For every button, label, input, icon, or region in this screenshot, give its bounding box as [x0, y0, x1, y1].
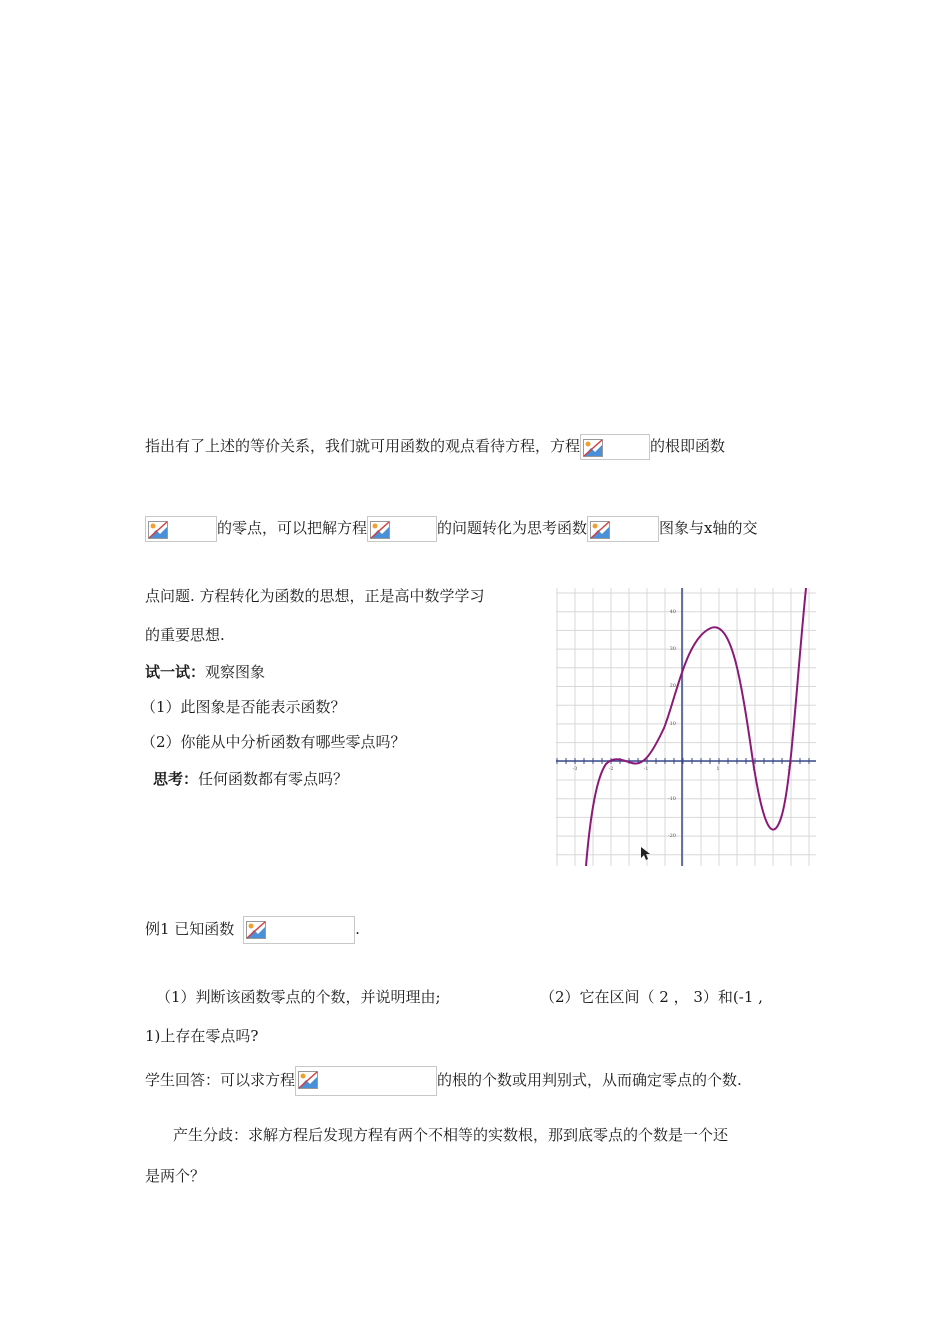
grid	[556, 588, 816, 866]
y-tick-label: 20	[669, 683, 676, 689]
paragraph-line-2: 是两个？	[145, 1167, 206, 1185]
formula-image-6	[295, 1066, 437, 1096]
formula-image-4	[587, 516, 659, 542]
text-line-1: 指出有了上述的等价关系，我们就可用函数的观点看待方程，方程 的根即函数	[145, 434, 725, 460]
text-line-2: 的零点，可以把解方程 的问题转化为思考函数 图象与x轴的交	[145, 516, 758, 542]
example-question-2-cont: 1)上存在零点吗?	[145, 1027, 259, 1045]
example-question-2: （2）它在区间（ 2 ， 3）和(-1 ,	[540, 988, 763, 1006]
y-tick-label: 10	[669, 721, 676, 727]
x-tick-label: 2	[752, 766, 756, 772]
broken-image-icon	[370, 521, 390, 539]
x-tick-label: 3	[787, 766, 791, 772]
mouse-pointer-icon	[641, 847, 650, 860]
formula-image-2	[145, 516, 217, 542]
formula-image-3	[367, 516, 437, 542]
y-tick-label: -20	[667, 833, 676, 839]
broken-image-icon	[246, 921, 266, 939]
broken-image-icon	[590, 521, 610, 539]
x-tick-label: -3	[572, 766, 578, 772]
question-2: （2）你能从中分析函数有哪些零点吗？	[141, 733, 406, 751]
think-line: 思考：任何函数都有零点吗？	[153, 770, 349, 788]
x-tick-label: 1	[716, 766, 720, 772]
y-tick-label: -10	[667, 796, 676, 802]
try-heading: 试一试：观察图象	[145, 663, 266, 681]
example-1-line: 例1 已知函数 .	[145, 916, 360, 944]
x-tick-label: -1	[643, 766, 649, 772]
function-graph	[556, 588, 816, 866]
student-answer: 学生回答：可以求方程 的根的个数或用判别式，从而确定零点的个数.	[145, 1066, 742, 1096]
broken-image-icon	[298, 1071, 318, 1089]
x-tick-label: -2	[608, 766, 614, 772]
text-line-3: 点问题. 方程转化为函数的思想，正是高中数学学习	[145, 587, 485, 605]
text-line-4: 的重要思想.	[145, 626, 225, 644]
paragraph-line-1: 产生分歧：求解方程后发现方程有两个不相等的实数根，那到底零点的个数是一个还	[173, 1126, 729, 1144]
example-question-1: （1）判断该函数零点的个数，并说明理由;	[156, 988, 441, 1006]
formula-image-5	[243, 916, 355, 944]
broken-image-icon	[583, 439, 603, 457]
broken-image-icon	[148, 521, 168, 539]
y-tick-label: 30	[669, 646, 676, 652]
y-tick-label: 40	[669, 609, 676, 615]
formula-image-1	[580, 434, 650, 460]
question-1: （1）此图象是否能表示函数？	[141, 698, 346, 716]
